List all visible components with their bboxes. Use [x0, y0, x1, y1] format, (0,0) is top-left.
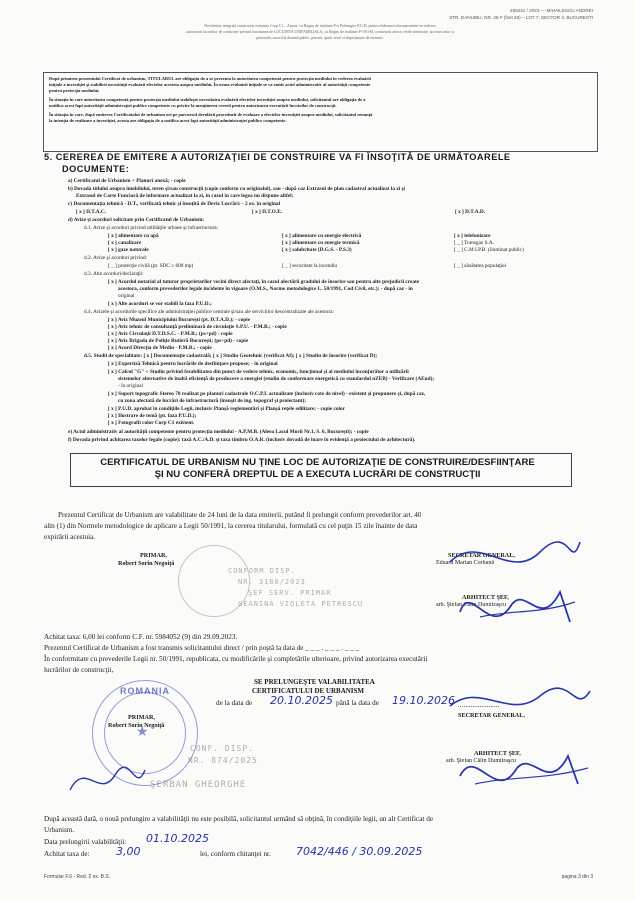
receipt-value: 7042/446 / 30.09.2025: [296, 845, 423, 858]
env-line-4: În situaţia în care autoritatea competentă pentru protecţia mediului stabileşte necesitatea evaluării efectelor investiţiei asupra mediului, solicitantul are obligaţia de a: [49, 97, 366, 102]
item-c-dtad: [ x ] D.T.A.D.: [455, 209, 486, 215]
d5-photos: [ x ] Fotografii color Corp C1 existent.: [108, 420, 195, 426]
extension-from-label: de la data de: [216, 699, 253, 707]
d5-topo-line1: [ x ] Suport topografic Stereo 70 realizat pe planuri cadastrale O.C.P.I. actualizate (inclusiv cote de nivel) - existent şi propunere şi, după caz,: [108, 391, 426, 397]
d1-telephone: [ x ] telefonizare: [454, 233, 491, 239]
extension-date-value: 01.10.2025: [146, 832, 209, 845]
header-ref-line1: 256241 / 2023 — MIHAILESCU ANDREI: [510, 8, 593, 13]
d5-calc-line2: sistemelor alternative de înaltă eficienţă de producere a energiei (studiu de conformare energetică cu standardul nZEB) - Verificare (AEnd);: [118, 376, 435, 382]
secretary-title-1: SECRETAR GENERAL,: [448, 552, 515, 559]
item-a: a) Certificatul de Urbanism + Planuri anexă; - copie: [68, 178, 186, 184]
d4-museum: [ x ] Aviz Muzeul Municipiului Bucureşti (pt. D.T.A.D.); - copie: [108, 317, 250, 323]
fee-value: 3,00: [116, 845, 141, 858]
footer-form-id: Formular F.6 - Red. 2 ex. B.S.: [44, 874, 111, 880]
fee-label: Achitat taxa de:: [44, 850, 90, 858]
d4-traffic: [ x ] Aviz Circulaţii D.T.D.S.C. - P.M.B.; (ps+pd) - copie: [108, 331, 233, 337]
handwritten-signature-2: [430, 676, 600, 806]
section5-title-line2: DOCUMENTE:: [62, 164, 130, 174]
d1-sanitation: [ x ] salubritate (D.G.S. - P.S.3): [282, 247, 352, 253]
gray-stamp1-line3: ŞEF SERV. PRIMAR: [248, 589, 332, 597]
item-d2: d.2. Avize şi acorduri privind:: [84, 255, 148, 261]
d4-police: [ x ] Aviz Brigada de Poliţie Rutieră Bucureşti; (ps+pd) - copie: [108, 338, 249, 344]
payment-line2: Prezentul Certificat de Urbanism a fost transmis solicitantului direct / prin poştă la data de _ _ _ . _ _ _ . _ _ _: [44, 644, 360, 652]
d1-cmipb: [ _ ] C.M.I.P.B. (iluminat public): [454, 247, 524, 253]
validity-line1: Prezentul Certificat de Urbanism are valabilitate de 24 luni de la data emiterii, putând fi prelungit conform prevederilor art. 40: [58, 511, 422, 519]
item-d4: d.4. Avizele şi acordurile specifice ale administraţiei publice centrale şi/sau ale serviciilor descentralizate ale acestora:: [84, 309, 334, 315]
extension-title-line2: CERTIFICATULUI DE URBANISM: [252, 687, 365, 695]
validity-line3: expirării acestuia.: [44, 533, 96, 541]
extension-title-line1: SE PRELUNGEŞTE VALABILITATEA: [254, 678, 375, 686]
star-icon: ★: [136, 725, 149, 740]
env-line-6: În situaţia în care, după emiterea Certificatului de urbanism ori pe parcursul derulării procedurii de evaluare a efectelor investiţiei asupra mediului, solicitantul renunţă: [49, 112, 373, 117]
footer-page-number: pagina 3 din 3: [561, 874, 593, 880]
item-d1: d.1. Avize şi acorduri privind utilităţile urbane şi infrastructura:: [84, 225, 219, 231]
item-f: f) Dovada privind achitarea taxelor legale (copie): taxă A.C./A.D. şi taxa timbru O.A.R. (inclusiv dovadă de luare în evidenţă a proiectului de arhitectură).: [68, 437, 416, 443]
payment-line3: În conformitate cu prevederile Legii nr. 50/1991, republicata, cu modificările şi completările ulterioare, privind autorizarea executării: [44, 655, 428, 663]
d4-traffic-consult: [ x ] Aviz tehnic de consultanţă preliminară de circulaţie S.P.U. - P.M.B.; - copie: [108, 324, 287, 330]
notice-line1: CERTIFICATUL DE URBANISM NU ŢINE LOC DE AUTORIZAŢIE DE CONSTRUIRE/DESFIINŢARE: [100, 457, 535, 468]
d5-topo-line2: cu zona afectată de lucrări de infrastructură (însuşit de ing. topograf şi proiectant);: [118, 398, 307, 404]
chief-architect-title-2: ARHITECT ŞEF,: [474, 750, 521, 757]
d5-illustration: [ x ] Ilustrare de temă (pt. faza P.U.D.);: [108, 413, 197, 419]
d5-pud: [ x ] P.U.D. aprobat în condiţiile Legii, inclusiv Planşă reglementări şi Planşă reţele edilitare; - copie color: [108, 406, 346, 412]
gray-stamp2-line2: NR. 874/2025: [188, 756, 258, 765]
header-subtitle-3: pietonale, racord la drumul public, parcari, spatii verzi si imprejmuire de terenuri.: [256, 36, 384, 40]
d1-thermal: [ x ] alimentare cu energie termică: [282, 240, 360, 246]
d1-electric: [ x ] alimentare cu energie electrică: [282, 233, 362, 239]
d1-gas: [ x ] gaze naturale: [108, 247, 149, 253]
mayor-name-2: Robert Sorin Negoiţă: [108, 722, 165, 729]
env-line-7: la intenţia de realizare a investiţiei, acesta are obligaţia de a notifica acest fapt autorităţii administraţiei publice competente.: [49, 118, 287, 123]
validity-line2: alin (1) din Normele metodologice de aplicare a Legii 50/1991, la cererea titularului, formulată cu cel puţin 15 zile înainte de data: [44, 522, 418, 530]
d5-calc-line3: - în original: [118, 383, 144, 389]
item-b-line2: Extrasul de Carte Funciară de informare actualizat la zi, în cazul în care legea nu dispune altfel;: [76, 193, 294, 199]
receipt-label: lei, conform chitanţei nr.: [200, 850, 271, 858]
extension-to-label: până la data de: [336, 699, 379, 707]
d1-sewer: [ x ] canalizare: [108, 240, 142, 246]
closing-line2: Urbanism.: [44, 826, 75, 834]
item-d5: d.5. Studii de specialitate: [ x ] Documentaţie cadastrală; [ x ] Studiu Geotehnic (verificat Af); [ x ] Studiu de însorire (verificat D);: [84, 353, 378, 359]
section5-title-line1: 5. CEREREA DE EMITERE A AUTORIZAŢIEI DE CONSTRUIRE VA FI ÎNSOŢITĂ DE URMĂTOARELE: [44, 152, 511, 162]
secretary-name-1: Eduard Marian Corhană: [436, 560, 494, 566]
gray-stamp2-line3: ŞERBAN GHEORGHE: [150, 780, 247, 790]
gray-stamp1-line2: NR. 3180/2023: [238, 578, 306, 586]
gray-stamp1-line1: CONFORM DISP.: [228, 567, 296, 575]
d5-expertise: [ x ] Expertiză Tehnică pentru lucrările de desfiinţare propuse; - în original: [108, 361, 278, 367]
item-c-dtac: [ x ] D.T.A.C.: [76, 209, 107, 215]
item-d: d) Avize şi acorduri solicitate prin Certificatul de Urbanism:: [68, 217, 205, 223]
d1-transgaz: [ _ ] Transgaz S.A.: [454, 240, 495, 246]
d2-fire-safety: [ _ ] securitate la incendiu: [282, 263, 338, 269]
chief-architect-name-1: arh. Ştefan Călin Dumitraşcu: [436, 602, 506, 608]
extension-date-label: Data prelungirii valabilităţii:: [44, 838, 127, 846]
d3-other-agreements: [ x ] Alte acorduri se vor stabili la faza P.U.D.;: [108, 301, 212, 307]
payment-line4: lucrărilor de construcţii,: [44, 666, 114, 674]
item-b-line1: b) Dovada titlului asupra imobilului, teren şi/sau construcţii (copie conform cu originalul), sau - după caz Extrasul de plan cadastral actualizat la zi şi: [68, 186, 406, 192]
d3-notarial-line2: acestora, conform prevederilor legale incidente în vigoare (O.M.S., Norme metodologice L. 50/1991, Cod Civil, etc.); - după caz - în: [118, 286, 413, 292]
item-c-dtoe: [ x ] D.T.O.E.: [252, 209, 283, 215]
d3-notarial-line1: [ x ] Acordul notarial al tuturor proprietarilor vecini direct afectaţi, în cazul afectării gradului de însorire sau pentru alte prejudicii create: [108, 279, 420, 285]
chief-architect-name-2: arh. Ştefan Călin Dumitraşcu: [446, 758, 516, 764]
chief-architect-title-1: ARHITECT ŞEF,: [462, 594, 509, 601]
gray-stamp2-line1: CONF. DISP.: [190, 744, 254, 753]
closing-line1: După această dată, o nouă prelungire a valabilităţii nu este posibilă, solicitantul urmând să obţină, în condiţiile legii, un alt Certificat de: [44, 815, 434, 823]
mayor-name-1: Robert Sorin Negoiţă: [118, 560, 175, 567]
item-d3: d.3. Alte acorduri/declaraţii:: [84, 271, 144, 277]
d2-public-health: [ _ ] sănătatea populaţiei: [454, 263, 507, 269]
item-e: e) Actul administrativ al autorităţii competente pentru protecţia mediului - A.P.M.B. (Aleea Lacul Morii Nr.1, S. 6, Bucureşti); - copie: [68, 429, 369, 435]
d3-notarial-line3: original: [118, 293, 135, 299]
env-line-2: iniţiale a investiţiei şi stabilirii necesităţii evaluării efectelor acesteia asupra mediului. În urma evaluării iniţiale se va emite actul administrativ al autorităţii competente: [49, 82, 371, 87]
payment-line1: Achitat taxa: 6,00 lei conform C.F. nr. 5984052 (9) din 29.09.2023.: [44, 633, 238, 641]
header-ref-line2: STR. DANUBIU, NR. 26 F (fost 26) – LOT 7, SECTOR 3, BUCURESTI: [449, 15, 593, 20]
env-line-5: notifica acest fapt autorităţii administraţiei publice competente cu privire la menţinerea cererii pentru autorizarea executării lucrărilor de construcţii.: [49, 103, 337, 108]
d4-environment: [ x ] Acord Direcţia de Mediu - P.M.B.; - copie: [108, 345, 212, 351]
env-line-1: După primirea prezentului Certificat de urbanism, TITULARUL are obligaţia de a se prezenta la autoritatea competentă pentru protecţia mediului în vederea evaluării: [49, 76, 371, 81]
handwritten-signature-1: [420, 522, 590, 642]
mayor-title-1: PRIMAR,: [140, 552, 167, 559]
header-subtitle-2: autorizarii lucrarilor de construire privind functiunea de LOCUINTA UNIFAMILIALA, cu Regim de inaltime P+1E+M, constructii anexe, retele interioare, accesuri auto si: [186, 30, 454, 34]
item-c: c) Documentaţia tehnică - D.T., verificată tehnic şi însoţită de Deviz Lucrări: - 2 ex. în original: [68, 201, 281, 207]
header-subtitle-1: Desfiintare integrala constructie existenta Corp C1 – Anexa, cu Regim de inaltime P si Prelungire P.U.D. pentru elaborarea documentatiei in vederea: [204, 24, 436, 28]
notice-line2: ŞI NU CONFERĂ DREPTUL DE A EXECUTA LUCRĂRI DE CONSTRUCŢII: [154, 469, 481, 480]
mayor-title-2: PRIMAR,: [128, 714, 155, 721]
env-line-3: pentru protecţia mediului.: [49, 88, 100, 93]
extension-dots: .......................: [458, 701, 500, 709]
romania-stamp-text: ROMANIA: [120, 686, 170, 696]
extension-from-date: 20.10.2025: [270, 694, 333, 707]
extension-to-date: 19.10.2026: [392, 694, 455, 707]
handwritten-signature-3: [60, 750, 150, 810]
gray-stamp1-line4: GEANINA VIOLETA PETRESCU: [238, 600, 364, 608]
d2-civil-protection: [ _ ] protecţie civilă (pt. SDC ≥ 600 mp): [108, 263, 194, 269]
secretary-title-2: SECRETAR GENERAL,: [458, 712, 525, 719]
d5-calc-line1: [ x ] Calcul "G" + Studiu privind fezabilitatea din punct de vedere tehnic, economic, funcţional şi al mediului înconjurător a utilizării: [108, 369, 409, 375]
d1-water: [ x ] alimentare cu apă: [108, 233, 159, 239]
